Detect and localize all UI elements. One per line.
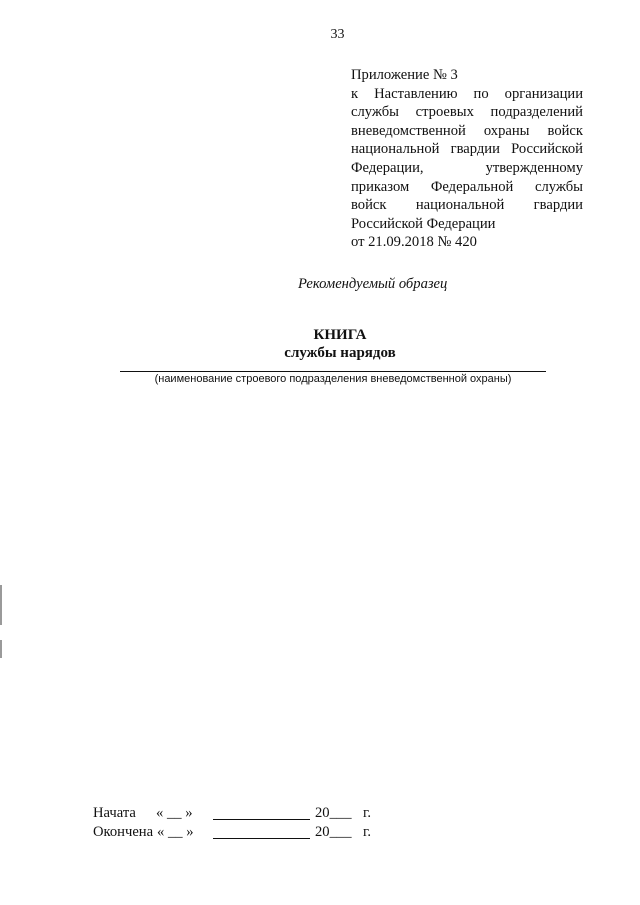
- start-date-suffix: г.: [363, 805, 371, 821]
- page-number: 33: [330, 27, 345, 42]
- unit-name-caption: (наименование строевого подразделения вневедомственной охраны): [154, 373, 512, 385]
- appendix-line: Федерации, утвержденному: [351, 159, 583, 176]
- end-date-year: 20___: [315, 824, 352, 840]
- start-date-year: 20___: [315, 805, 352, 821]
- book-title: КНИГА: [313, 327, 367, 343]
- book-subtitle: службы нарядов: [284, 345, 396, 361]
- start-date-label: Начата: [93, 805, 136, 821]
- appendix-line: к Наставлению по организации: [351, 85, 583, 102]
- book-title-block: [235, 326, 445, 362]
- sample-note: Рекомендуемый образец: [298, 276, 448, 292]
- scan-edge-mark: [0, 585, 2, 625]
- scan-edge-mark: [0, 640, 2, 658]
- end-date-month-blank: [213, 823, 310, 839]
- end-date-label: Окончена: [93, 824, 154, 840]
- appendix-line: службы строевых подразделений: [351, 104, 583, 121]
- appendix-line: от 21.09.2018 № 420: [351, 234, 477, 251]
- unit-name-line: [120, 371, 546, 372]
- end-date-day: « __ »: [157, 824, 194, 840]
- appendix-line: войск национальной гвардии: [351, 197, 583, 214]
- appendix-line: национальной гвардии Российской: [351, 141, 583, 158]
- start-date-month-blank: [213, 804, 310, 820]
- appendix-line: Приложение № 3: [351, 67, 458, 83]
- start-date-day: « __ »: [156, 805, 193, 821]
- appendix-line: Российской Федерации: [351, 215, 496, 232]
- appendix-line: вневедомственной охраны войск: [351, 122, 583, 139]
- appendix-header: [351, 66, 583, 252]
- end-date-suffix: г.: [363, 824, 371, 840]
- appendix-line: приказом Федеральной службы: [351, 178, 583, 195]
